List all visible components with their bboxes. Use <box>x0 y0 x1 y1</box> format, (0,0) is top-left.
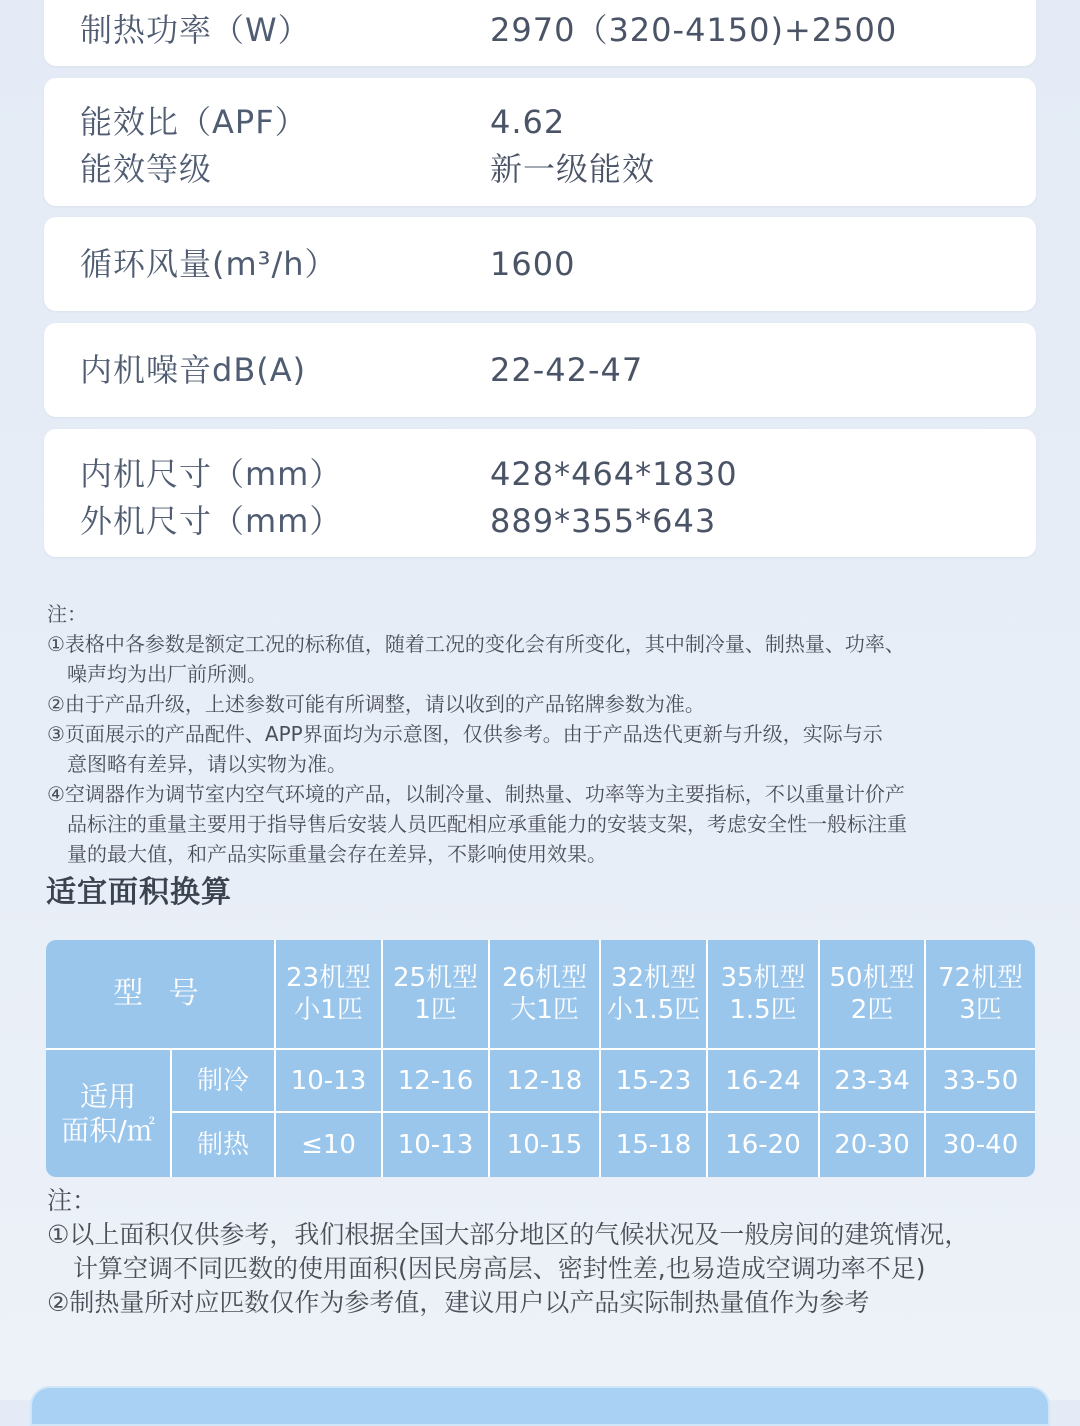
table-cell: 15-18 <box>615 1130 692 1160</box>
model-hp: 3匹 <box>959 995 1002 1025</box>
spec-label: 外机尺寸（mm） <box>80 502 343 540</box>
spec-card-dimensions <box>44 429 1036 557</box>
spec-card-heating-power <box>44 0 1036 66</box>
model-name: 35机型 <box>720 963 806 993</box>
table-header-model-col <box>926 940 1035 1048</box>
model-hp: 1匹 <box>414 995 457 1025</box>
spec-value: 新一级能效 <box>490 150 656 188</box>
table-cell: ≤10 <box>301 1130 356 1160</box>
spec-label: 制热功率（W） <box>80 11 311 49</box>
note-line: ②制热量所对应匹数仅作为参考值，建议用户以产品实际制热量值作为参考 <box>47 1288 870 1317</box>
table-cell: 12-16 <box>397 1065 474 1096</box>
mode-label: 制冷 <box>196 1065 249 1096</box>
table-header-model-col <box>820 940 924 1048</box>
model-hp: 小1.5匹 <box>606 995 701 1025</box>
table-cell: 16-20 <box>725 1130 801 1160</box>
table-header-model-col <box>383 940 488 1048</box>
spec-label: 内机尺寸（mm） <box>80 455 343 493</box>
area-header-line1: 适用 <box>79 1079 136 1113</box>
table-cell: 33-50 <box>942 1065 1019 1096</box>
notes-heading: 注： <box>47 1186 98 1215</box>
spec-label: 内机噪音dB(A) <box>80 351 307 389</box>
spec-card-noise <box>44 323 1036 417</box>
model-name: 25机型 <box>392 963 479 993</box>
spec-value: 2970（320-4150)+2500 <box>490 11 898 49</box>
area-notes <box>47 1184 1037 1320</box>
model-hp: 大1匹 <box>510 995 579 1025</box>
note-line: ④空调器作为调节室内空气环境的产品，以制冷量、制热量、功率等为主要指标，不以重量计价产 <box>47 782 905 806</box>
model-name: 50机型 <box>829 963 915 993</box>
table-cell: 23-34 <box>834 1065 910 1096</box>
next-section-banner <box>30 1386 1050 1426</box>
spec-value: 1600 <box>490 245 576 283</box>
area-table <box>46 940 1035 1177</box>
table-cell: 15-23 <box>615 1065 692 1096</box>
model-name: 72机型 <box>937 963 1024 993</box>
model-name: 32机型 <box>610 963 697 993</box>
note-line: ①以上面积仅供参考，我们根据全国大部分地区的气候状况及一般房间的建筑情况， <box>47 1220 970 1249</box>
note-line: ①表格中各参数是额定工况的标称值，随着工况的变化会有所变化，其中制冷量、制热量、功率、 <box>47 632 905 656</box>
note-line: ②由于产品升级，上述参数可能有所调整，请以收到的产品铭牌参数为准。 <box>47 692 705 716</box>
spec-value: 22-42-47 <box>490 351 644 389</box>
table-cell: 10-15 <box>506 1130 583 1160</box>
note-line: 品标注的重量主要用于指导售后安装人员匹配相应承重能力的安装支架，考虑安全性一般标注重 <box>67 812 907 836</box>
table-header-model-col <box>276 940 381 1048</box>
spec-value: 889*355*643 <box>490 502 717 540</box>
section-title: 适宜面积换算 <box>46 875 232 910</box>
mode-label: 制热 <box>196 1130 249 1160</box>
spec-label: 能效等级 <box>80 150 213 188</box>
table-cell: 30-40 <box>942 1130 1019 1160</box>
notes-heading: 注： <box>47 602 87 626</box>
spec-label: 能效比（APF） <box>80 103 308 141</box>
model-hp: 1.5匹 <box>729 995 797 1025</box>
spec-value: 428*464*1830 <box>490 455 738 493</box>
table-cell: 10-13 <box>397 1130 474 1160</box>
note-line: 噪声均为出厂前所测。 <box>67 662 267 686</box>
area-header-line2: 面积/㎡ <box>61 1113 155 1147</box>
spec-notes <box>47 599 1037 869</box>
note-line: 意图略有差异，请以实物为准。 <box>67 752 347 776</box>
table-header-model-col <box>601 940 706 1048</box>
table-cell: 16-24 <box>725 1065 801 1096</box>
note-line: 计算空调不同匹数的使用面积(因民房高层、密封性差,也易造成空调功率不足) <box>73 1254 926 1283</box>
table-header-model-col <box>708 940 818 1048</box>
note-line: 量的最大值，和产品实际重量会存在差异，不影响使用效果。 <box>67 842 607 866</box>
note-line: ③页面展示的产品配件、APP界面均为示意图，仅供参考。由于产品迭代更新与升级，实际与示 <box>47 722 883 746</box>
table-header-model-col <box>490 940 599 1048</box>
spec-label: 循环风量(m³/h） <box>80 245 338 283</box>
spec-card-efficiency <box>44 78 1036 206</box>
row-label-heating <box>172 1113 274 1177</box>
table-header-model <box>46 940 274 1048</box>
table-header-area <box>46 1050 170 1177</box>
table-cell: 12-18 <box>506 1065 583 1096</box>
model-name: 23机型 <box>285 963 372 993</box>
model-header-text: 型 号 <box>113 976 207 1011</box>
table-cell: 10-13 <box>290 1065 367 1096</box>
spec-value: 4.62 <box>490 103 566 141</box>
model-hp: 小1匹 <box>294 995 363 1025</box>
model-name: 26机型 <box>501 963 588 993</box>
model-hp: 2匹 <box>850 995 894 1025</box>
spec-card-airflow <box>44 217 1036 311</box>
row-label-cooling <box>172 1050 274 1111</box>
table-cell: 20-30 <box>834 1130 910 1160</box>
